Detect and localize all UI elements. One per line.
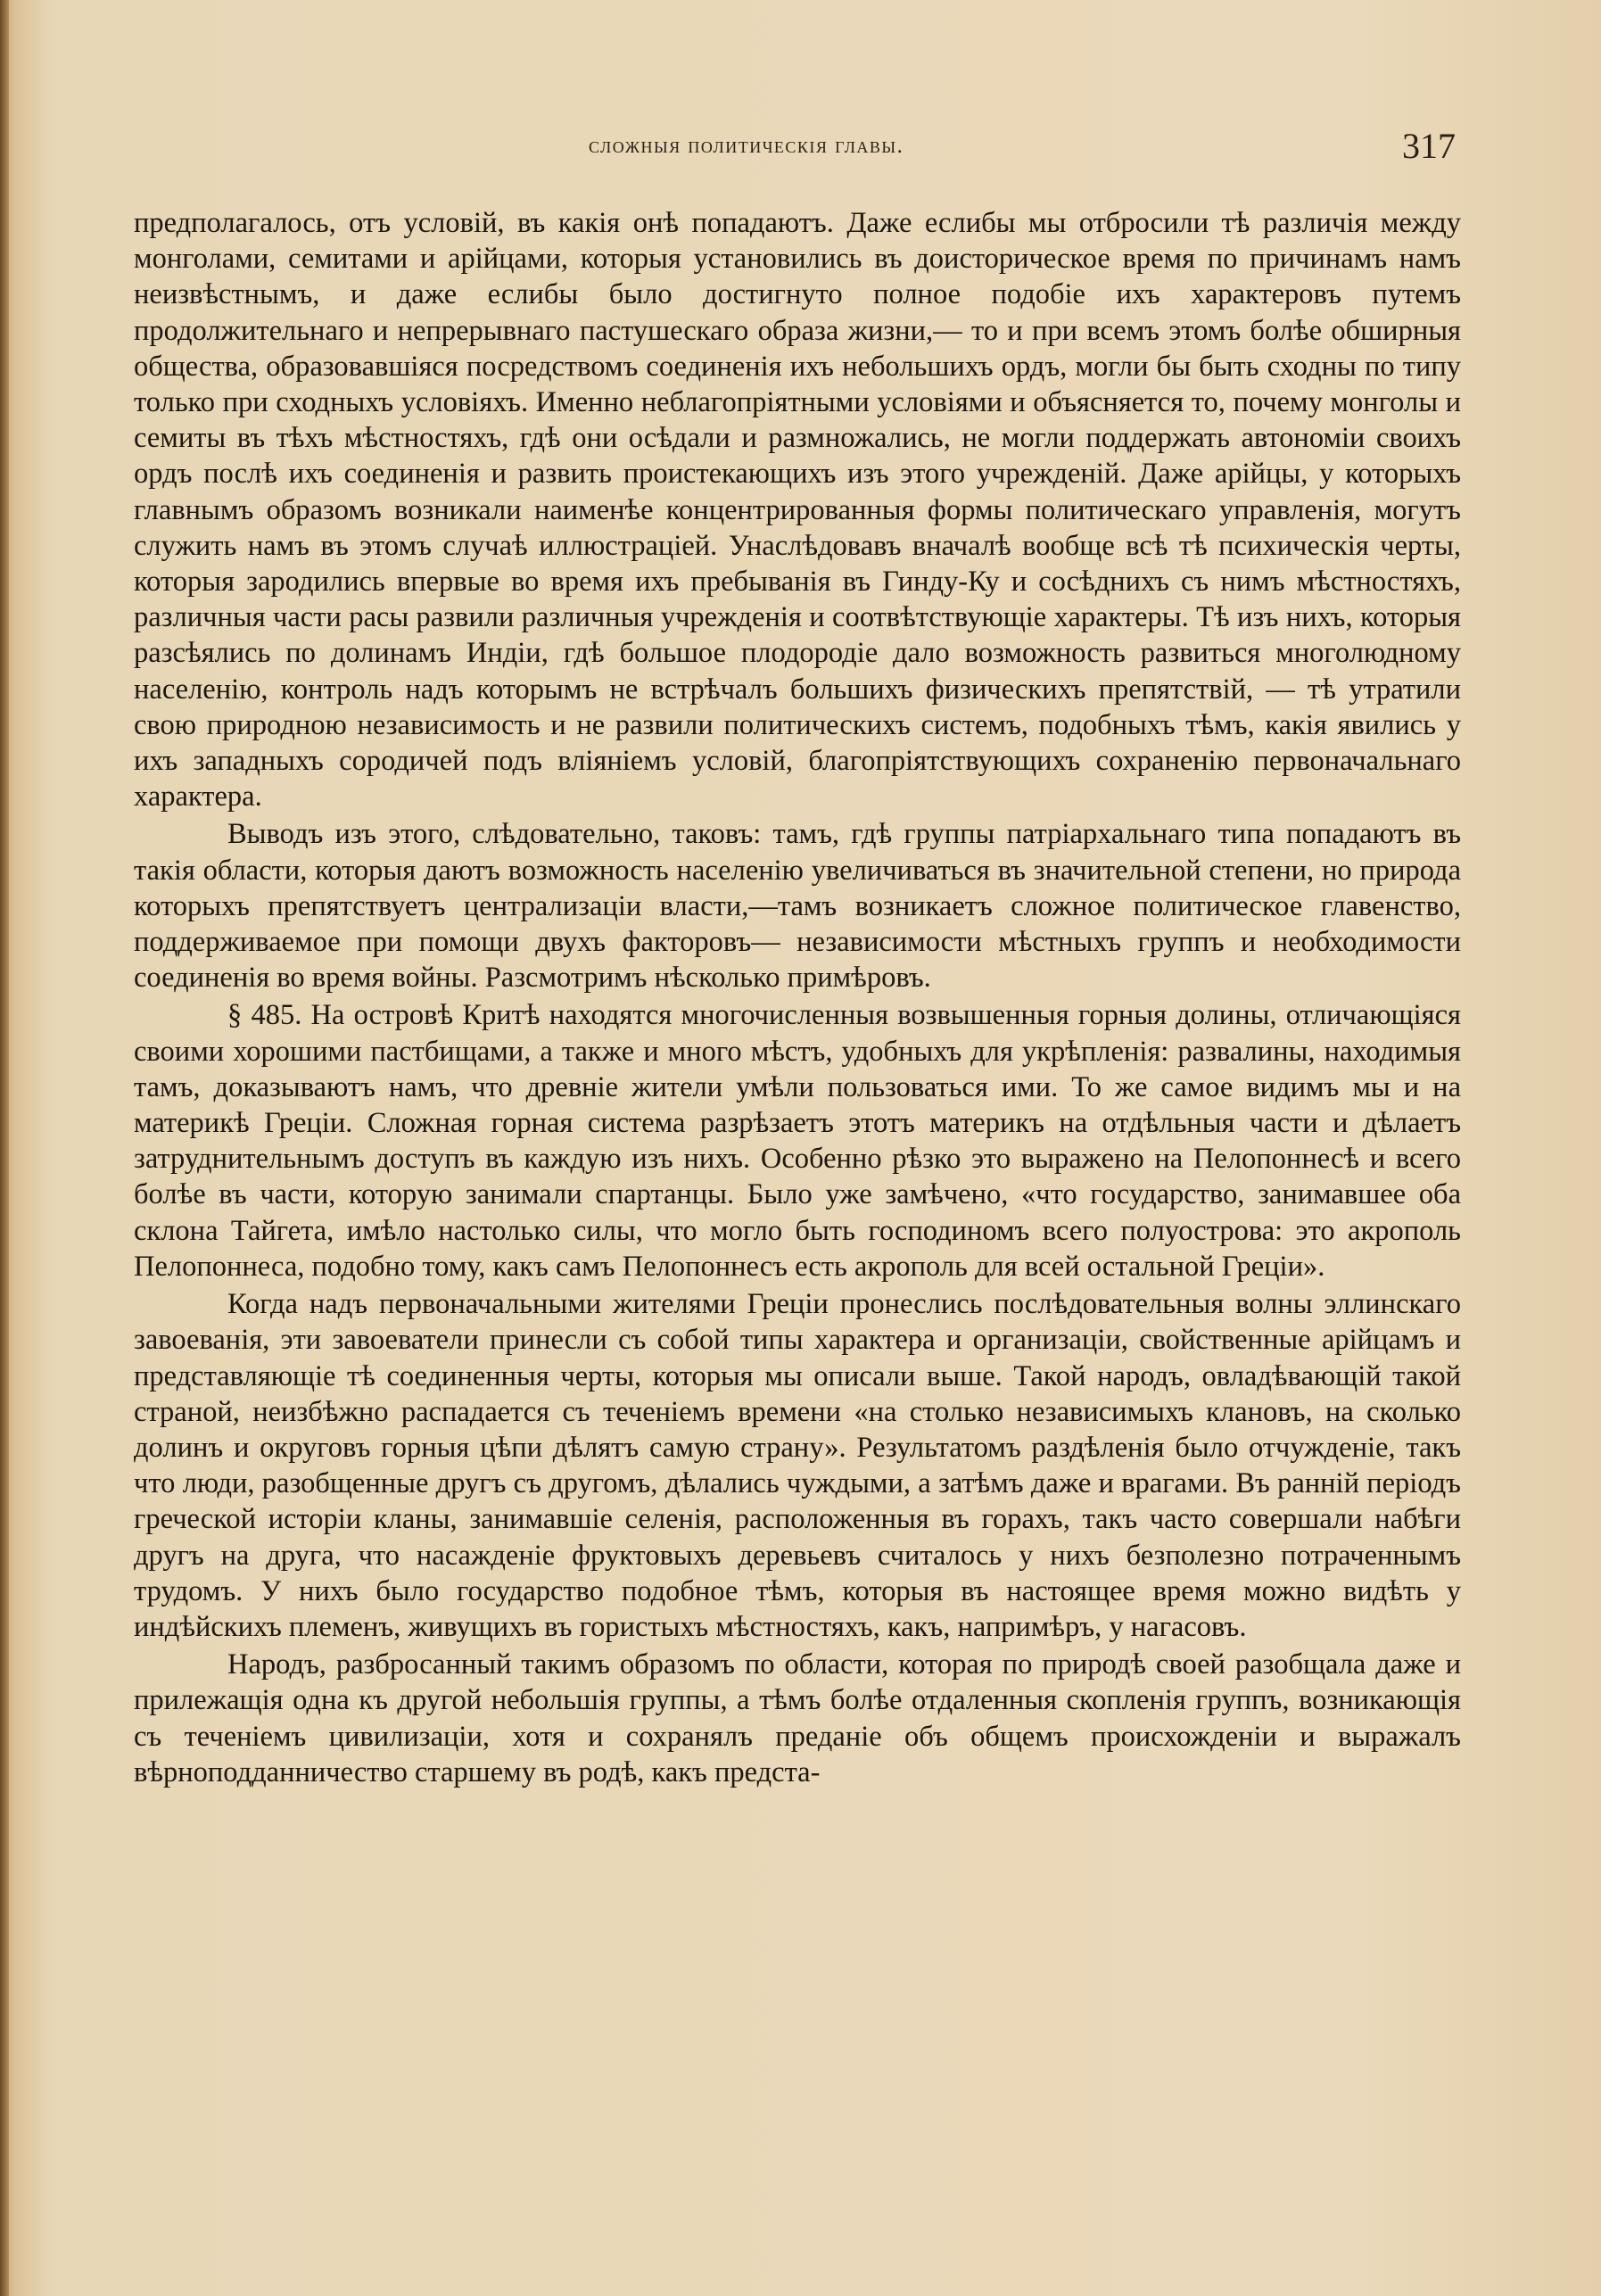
paragraph-4: Когда надъ первоначальными жителями Греціи пронеслись послѣдовательныя волны эллинскаго завоеванія, эти завоеватели принесли съ собой типы характера и организаціи, свойственные арійцамъ и представляющіе тѣ соединенныя черты, которыя мы описали выше. Такой народъ, овладѣвающій такой страной, неизбѣжно распадается съ теченіемъ времени «на столько независимыхъ клановъ, на сколько долинъ и округовъ горныя цѣпи дѣлятъ самую страну». Результатомъ раздѣленія было отчужденіе, такъ что люди, разобщенные другъ съ другомъ, дѣлались чуждыми, а затѣмъ даже и врагами. Въ ранній періодъ греческой исторіи кланы, занимавшіе селенія, расположенныя въ горахъ, такъ часто совершали набѣги другъ на друга, что насажденіе фруктовыхъ деревьевъ считалось у нихъ безполезно потраченнымъ трудомъ. У нихъ было государство подобное тѣмъ, которыя въ настоящее время можно видѣть у индѣйскихъ племенъ, живущихъ въ гористыхъ мѣстностяхъ, какъ, напримѣръ, у нагасовъ. bbox=[134, 1288, 1461, 1643]
paragraph-3: § 485. На островѣ Критѣ находятся многочисленныя возвышенныя горныя долины, отличающіяся своими хорошими пастбищами, а также и много мѣстъ, удобныхъ для укрѣпленія: развалины, находимыя тамъ, доказываютъ намъ, что древніе жители умѣли пользоваться ими. То же самое видимъ мы и на материкѣ Греціи. Сложная горная система разрѣзаетъ этотъ материкъ на отдѣльныя части и дѣлаетъ затруднительнымъ доступъ въ каждую изъ нихъ. Особенно рѣзко это выражено на Пелопоннесѣ и всего болѣе въ части, которую занимали спартанцы. Было уже замѣчено, «что государство, занимавшее оба склона Тайгета, имѣло настолько силы, что могло быть господиномъ всего полуострова: это акрополь Пелопоннеса, подобно тому, какъ самъ Пелопоннесъ есть акрополь для всей остальной Греціи». bbox=[134, 999, 1461, 1283]
page-number: 317 bbox=[1402, 126, 1456, 166]
page-spine-shadow bbox=[0, 0, 9, 2296]
paragraph-1: предполагалось, отъ условій, въ какія онѣ попадаютъ. Даже еслибы мы отбросили тѣ различія между монголами, семитами и арійцами, которыя установились въ доисторическое время по причинамъ намъ неизвѣстнымъ, и даже еслибы было достигнуто полное подобіе ихъ характеровъ путемъ продолжительнаго и непрерывнаго пастушескаго образа жизни,— то и при всемъ этомъ болѣе обширныя общества, образовавшіяся посредствомъ соединенія ихъ небольшихъ ордъ, могли бы быть сходны по типу только при сходныхъ условіяхъ. Именно неблагопріятными условіями и объясняется то, почему монголы и семиты въ тѣхъ мѣстностяхъ, гдѣ они осѣдали и размножались, не могли поддержать автономіи своихъ ордъ послѣ ихъ соединенія и развить проистекающихъ изъ этого учрежденій. Даже арійцы, у которыхъ главнымъ образомъ возникали наименѣе концентрированныя формы политическаго управленія, могутъ служить намъ въ этомъ случаѣ иллюстраціей. Унаслѣдовавъ вначалѣ вообще всѣ тѣ психическія черты, которыя зародились впервые во время ихъ пребыванія въ Гинду-Ку и сосѣднихъ съ нимъ мѣстностяхъ, различныя части расы развили различныя учрежденія и соотвѣтствующіе характеры. Тѣ изъ нихъ, которыя разсѣялись по долинамъ Индіи, гдѣ большое плодородіе дало возможность развиться многолюдному населенію, контроль надъ которымъ не встрѣчалъ большихъ физическихъ препятствій, — тѣ утратили свою природною независимость и не развили политическихъ системъ, подобныхъ тѣмъ, какія явились у ихъ западныхъ сородичей подъ вліяніемъ условій, благопріятствующихъ сохраненію первоначальнаго характера. bbox=[134, 207, 1461, 814]
running-header: сложныя политическія главы. bbox=[589, 134, 904, 158]
body-text bbox=[134, 205, 1461, 1792]
paragraph-5: Народъ, разбросанный такимъ образомъ по области, которая по природѣ своей разобщала даже и прилежащія одна къ другой небольшія группы, а тѣмъ болѣе отдаленныя скопленія группъ, возникающія съ теченіемъ цивилизаціи, хотя и сохранялъ преданіе объ общемъ происхожденіи и выражалъ вѣрноподданничество старшему въ родѣ, какъ предста- bbox=[134, 1648, 1461, 1788]
paragraph-2: Выводъ изъ этого, слѣдовательно, таковъ: тамъ, гдѣ группы патріархальнаго типа попадаютъ въ такія области, которыя даютъ возможность населенію увеличиваться въ значительной степени, но природа которыхъ препятствуетъ централизаціи власти,—тамъ возникаетъ сложное политическое главенство, поддерживаемое при помощи двухъ факторовъ— независимости мѣстныхъ группъ и необходимости соединенія во время войны. Разсмотримъ нѣсколько примѣровъ. bbox=[134, 818, 1461, 995]
